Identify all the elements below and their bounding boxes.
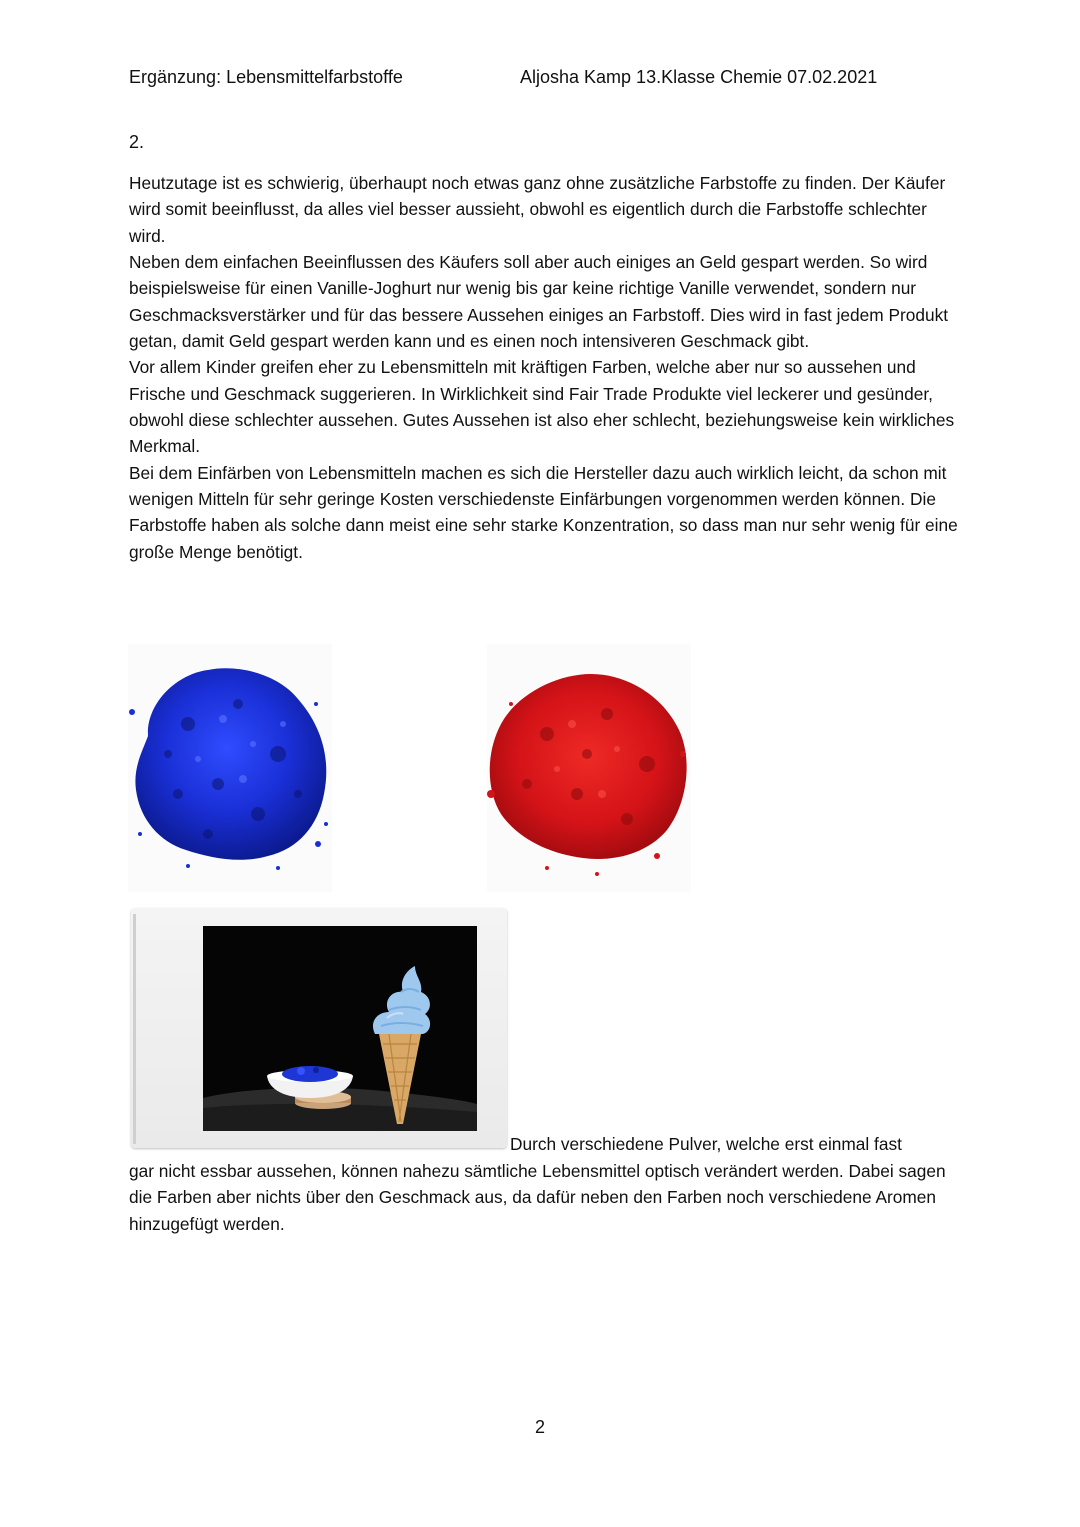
- header-author-info: Aljosha Kamp 13.Klasse Chemie 07.02.2021: [520, 67, 878, 87]
- red-pigment-powder-icon: [487, 644, 691, 892]
- paragraph-1: Heutzutage ist es schwierig, überhaupt noch etwas ganz ohne zusätzliche Farbstoffe zu finden. Der Käufer wird somit beeinflusst, da alles viel besser aussieht, obwohl es eigentlich durch die Farbstoffe schlechter wird.: [129, 173, 946, 246]
- header-title: Ergänzung: Lebensmittelfarbstoffe: [129, 67, 403, 87]
- blue-ice-cream-cone-icon: [203, 926, 477, 1131]
- caption-first-line: Durch verschiedene Pulver, welche erst einmal fast: [510, 1134, 902, 1154]
- paragraph-3: Vor allem Kinder greifen eher zu Lebensmitteln mit kräftigen Farben, welche aber nur so aussehen und Frische und Geschmack suggerieren. In Wirklichkeit sind Fair Trade Produkte viel leckerer und gesünder, obwohl diese schlechter aussehen. Gutes Aussehen ist also eher schlecht, beziehungsweise kein wirkliches Merkmal.: [129, 357, 955, 457]
- caption-text: gar nicht essbar aussehen, können nahezu sämtliche Lebensmittel optisch verändert werden. Dabei sagen die Farben aber nichts über den Geschmack aus, da dafür neben den Farben noch verschiedene Aromen hinzugefügt werden.: [129, 1161, 946, 1234]
- page-number: 2: [534, 1417, 545, 1437]
- blue-pigment-image: [128, 644, 332, 892]
- blue-pigment-powder-icon: [128, 644, 332, 892]
- body-text: [129, 170, 959, 565]
- ice-cream-photo-frame: [131, 908, 507, 1148]
- ice-cream-photo: [203, 926, 477, 1131]
- red-pigment-image: [487, 644, 691, 892]
- paragraph-2: Neben dem einfachen Beeinflussen des Käufers soll aber auch einiges an Geld gespart werden. So wird beispielsweise für einen Vanille-Joghurt nur wenig bis gar keine richtige Vanille verwendet, sondern nur Geschmacksverstärker und für das bessere Aussehen einiges an Farbstoff. Dies wird in fast jedem Produkt getan, damit Geld gespart werden kann und es einen noch intensiveren Geschmack gibt.: [129, 252, 949, 352]
- paragraph-4: Bei dem Einfärben von Lebensmitteln machen es sich die Hersteller dazu auch wirklich leicht, da schon mit wenigen Mitteln für sehr geringe Kosten verschiedenste Einfärbungen vorgenommen werden können. Die Farbstoffe haben als solche dann meist eine sehr starke Konzentration, so dass man nur sehr wenig für eine große Menge benötigt.: [129, 462, 958, 562]
- section-number: 2.: [129, 132, 145, 152]
